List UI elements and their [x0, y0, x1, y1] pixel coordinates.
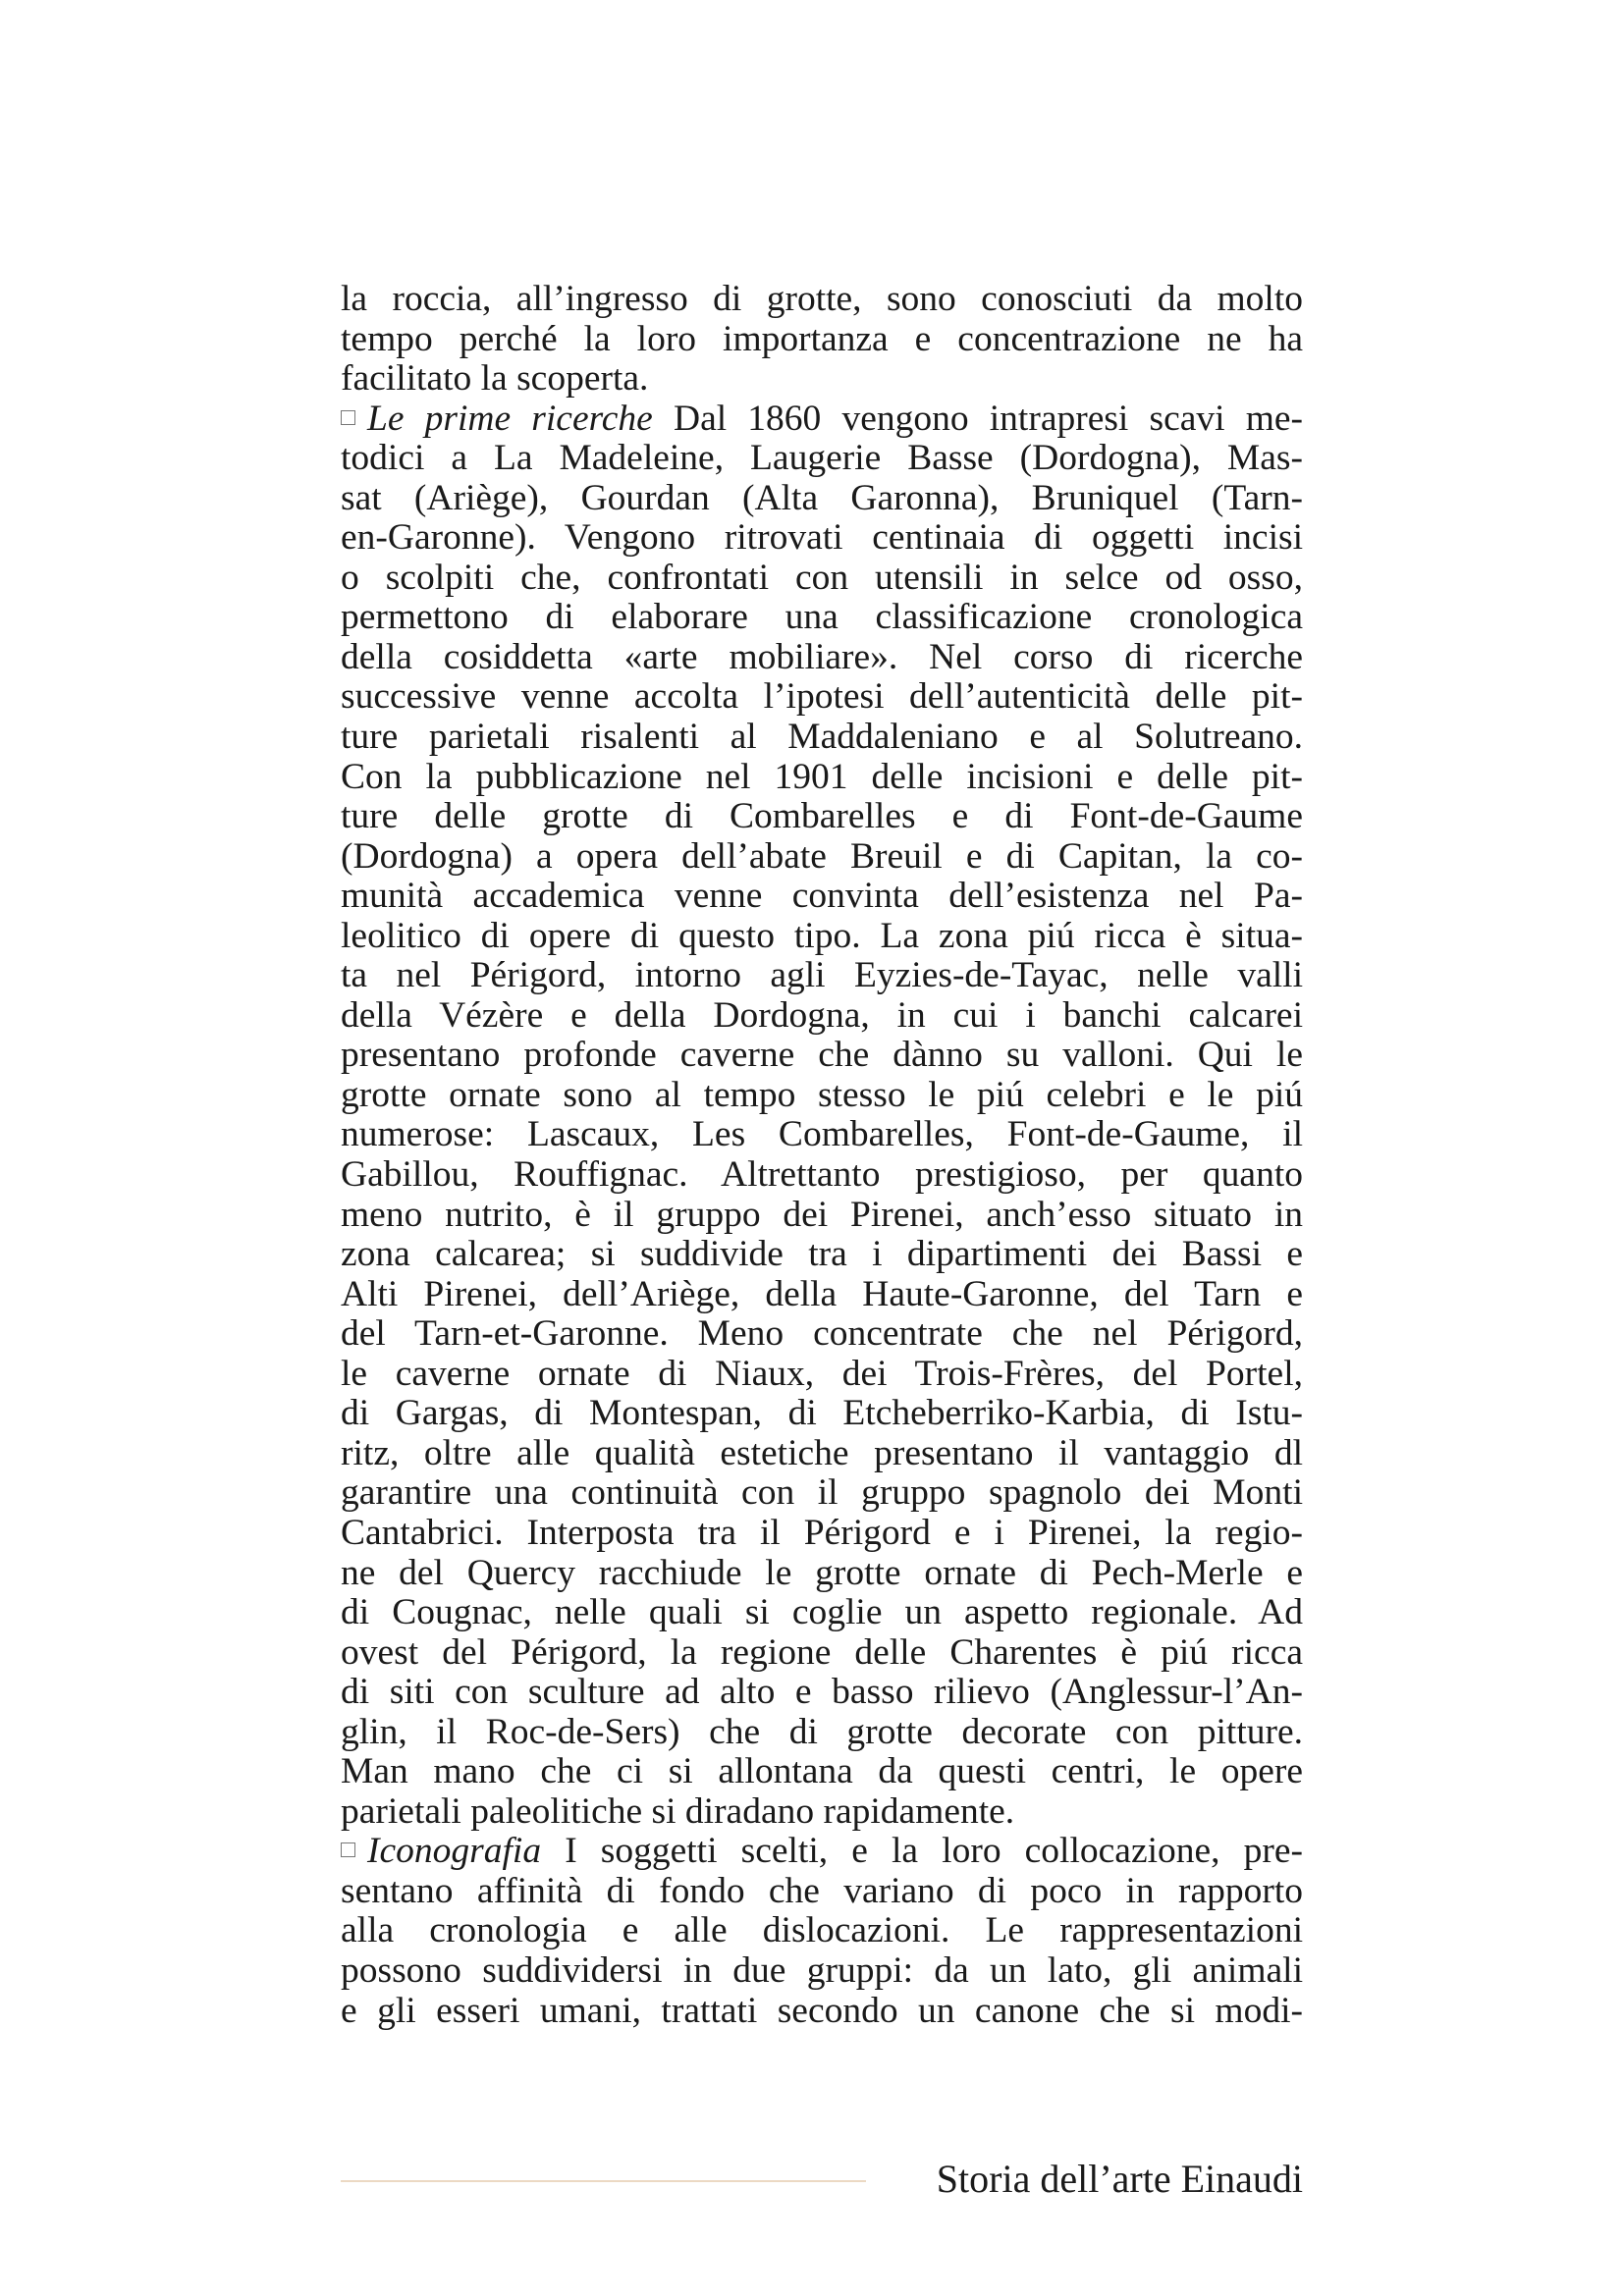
text-line: la roccia, all’ingresso di grotte, sono conosciuti da molto — [341, 279, 1303, 319]
section-first-line — [341, 1832, 1303, 1872]
text-line: della Vézère e della Dordogna, in cui i banchi calcarei — [341, 994, 1303, 1036]
text-line: possono suddividersi in due gruppi: da un lato, gli animali — [341, 1949, 1303, 1991]
footer-rule — [341, 2180, 866, 2182]
text-line: ta nel Périgord, intorno agli Eyzies-de-Tayac, nelle valli — [341, 955, 1303, 996]
section-marker-icon — [341, 410, 355, 425]
text-line: ture delle grotte di Combarelles e di Font-de-Gaume — [341, 796, 1303, 837]
text-line: ture parietali risalenti al Maddaleniano e al Solutreano. — [341, 717, 1303, 758]
text-line: del Tarn-et-Garonne. Meno concentrate che nel Périgord, — [341, 1313, 1303, 1355]
section-heading: Le prime ricerche — [367, 398, 653, 439]
text-line: numerose: Lascaux, Les Combarelles, Font-de-Gaume, il — [341, 1114, 1303, 1155]
text-line: munità accademica venne convinta dell’esistenza nel Pa- — [341, 876, 1303, 917]
text-line: glin, il Roc-de-Sers) che di grotte decorate con pitture. — [341, 1711, 1303, 1752]
text-line: ovest del Périgord, la regione delle Charentes è piú ricca — [341, 1631, 1303, 1673]
text-line: della cosiddetta «arte mobiliare». Nel corso di ricerche — [341, 636, 1303, 677]
text-line: presentano profonde caverne che dànno su valloni. Qui le — [341, 1035, 1303, 1076]
text-line: tempo perché la loro importanza e concentrazione ne ha — [341, 318, 1303, 359]
section-first-line — [341, 400, 1303, 440]
text-line: leolitico di opere di questo tipo. La zona piú ricca è situa- — [341, 915, 1303, 956]
text-line: di Gargas, di Montespan, di Etcheberriko-Karbia, di Istu- — [341, 1393, 1303, 1434]
text-line: ritz, oltre alle qualità estetiche presentano il vantaggio dl — [341, 1432, 1303, 1473]
text-line: successive venne accolta l’ipotesi dell’autenticità delle pit- — [341, 676, 1303, 718]
section-marker-icon — [341, 1842, 355, 1857]
text-line: sentano affinità di fondo che variano di poco in rapporto — [341, 1870, 1303, 1911]
text-line: meno nutrito, è il gruppo dei Pirenei, anch’esso situato in — [341, 1194, 1303, 1235]
section-heading: Iconografia — [367, 1831, 542, 1872]
text-fragment: Dal 1860 vengono intrapresi scavi me- — [674, 398, 1304, 439]
footer-title: Storia dell’arte Einaudi — [936, 2157, 1303, 2201]
text-line: Alti Pirenei, dell’Ariège, della Haute-Garonne, del Tarn e — [341, 1273, 1303, 1314]
text-line: Gabillou, Rouffignac. Altrettanto prestigioso, per quanto — [341, 1154, 1303, 1196]
text-line: facilitato la scoperta. — [341, 358, 649, 400]
text-line: Cantabrici. Interposta tra il Périgord e i Pirenei, la regio- — [341, 1512, 1303, 1553]
text-line: garantire una continuità con il gruppo spagnolo dei Monti — [341, 1472, 1303, 1514]
text-line: todici a La Madeleine, Laugerie Basse (Dordogna), Mas- — [341, 438, 1303, 479]
text-line: di siti con sculture ad alto e basso rilievo (Anglessur-l’An- — [341, 1672, 1303, 1713]
text-line: en-Garonne). Vengono ritrovati centinaia di oggetti incisi — [341, 517, 1303, 559]
text-line: le caverne ornate di Niaux, dei Trois-Frères, del Portel, — [341, 1353, 1303, 1394]
text-fragment: I soggetti scelti, e la loro collocazione, pre- — [565, 1831, 1303, 1872]
text-line: Man mano che ci si allontana da questi centri, le opere — [341, 1751, 1303, 1792]
text-line: Con la pubblicazione nel 1901 delle incisioni e delle pit- — [341, 756, 1303, 797]
text-line: o scolpiti che, confrontati con utensili in selce od osso, — [341, 557, 1303, 598]
text-line: ne del Quercy racchiude le grotte ornate di Pech-Merle e — [341, 1552, 1303, 1593]
text-line: parietali paleolitiche si diradano rapidamente. — [341, 1790, 1015, 1832]
text-line: e gli esseri umani, trattati secondo un canone che si modi- — [341, 1990, 1303, 2031]
text-line: grotte ornate sono al tempo stesso le piú celebri e le piú — [341, 1074, 1303, 1115]
body-text — [341, 280, 1303, 2031]
text-line: alla cronologia e alle dislocazioni. Le rappresentazioni — [341, 1910, 1303, 1951]
text-line: sat (Ariège), Gourdan (Alta Garonna), Bruniquel (Tarn- — [341, 477, 1303, 518]
text-line: permettono di elaborare una classificazione cronologica — [341, 597, 1303, 638]
text-line: (Dordogna) a opera dell’abate Breuil e di Capitan, la co- — [341, 835, 1303, 877]
text-line: zona calcarea; si suddivide tra i dipartimenti dei Bassi e — [341, 1234, 1303, 1275]
text-line: di Cougnac, nelle quali si coglie un aspetto regionale. Ad — [341, 1592, 1303, 1633]
